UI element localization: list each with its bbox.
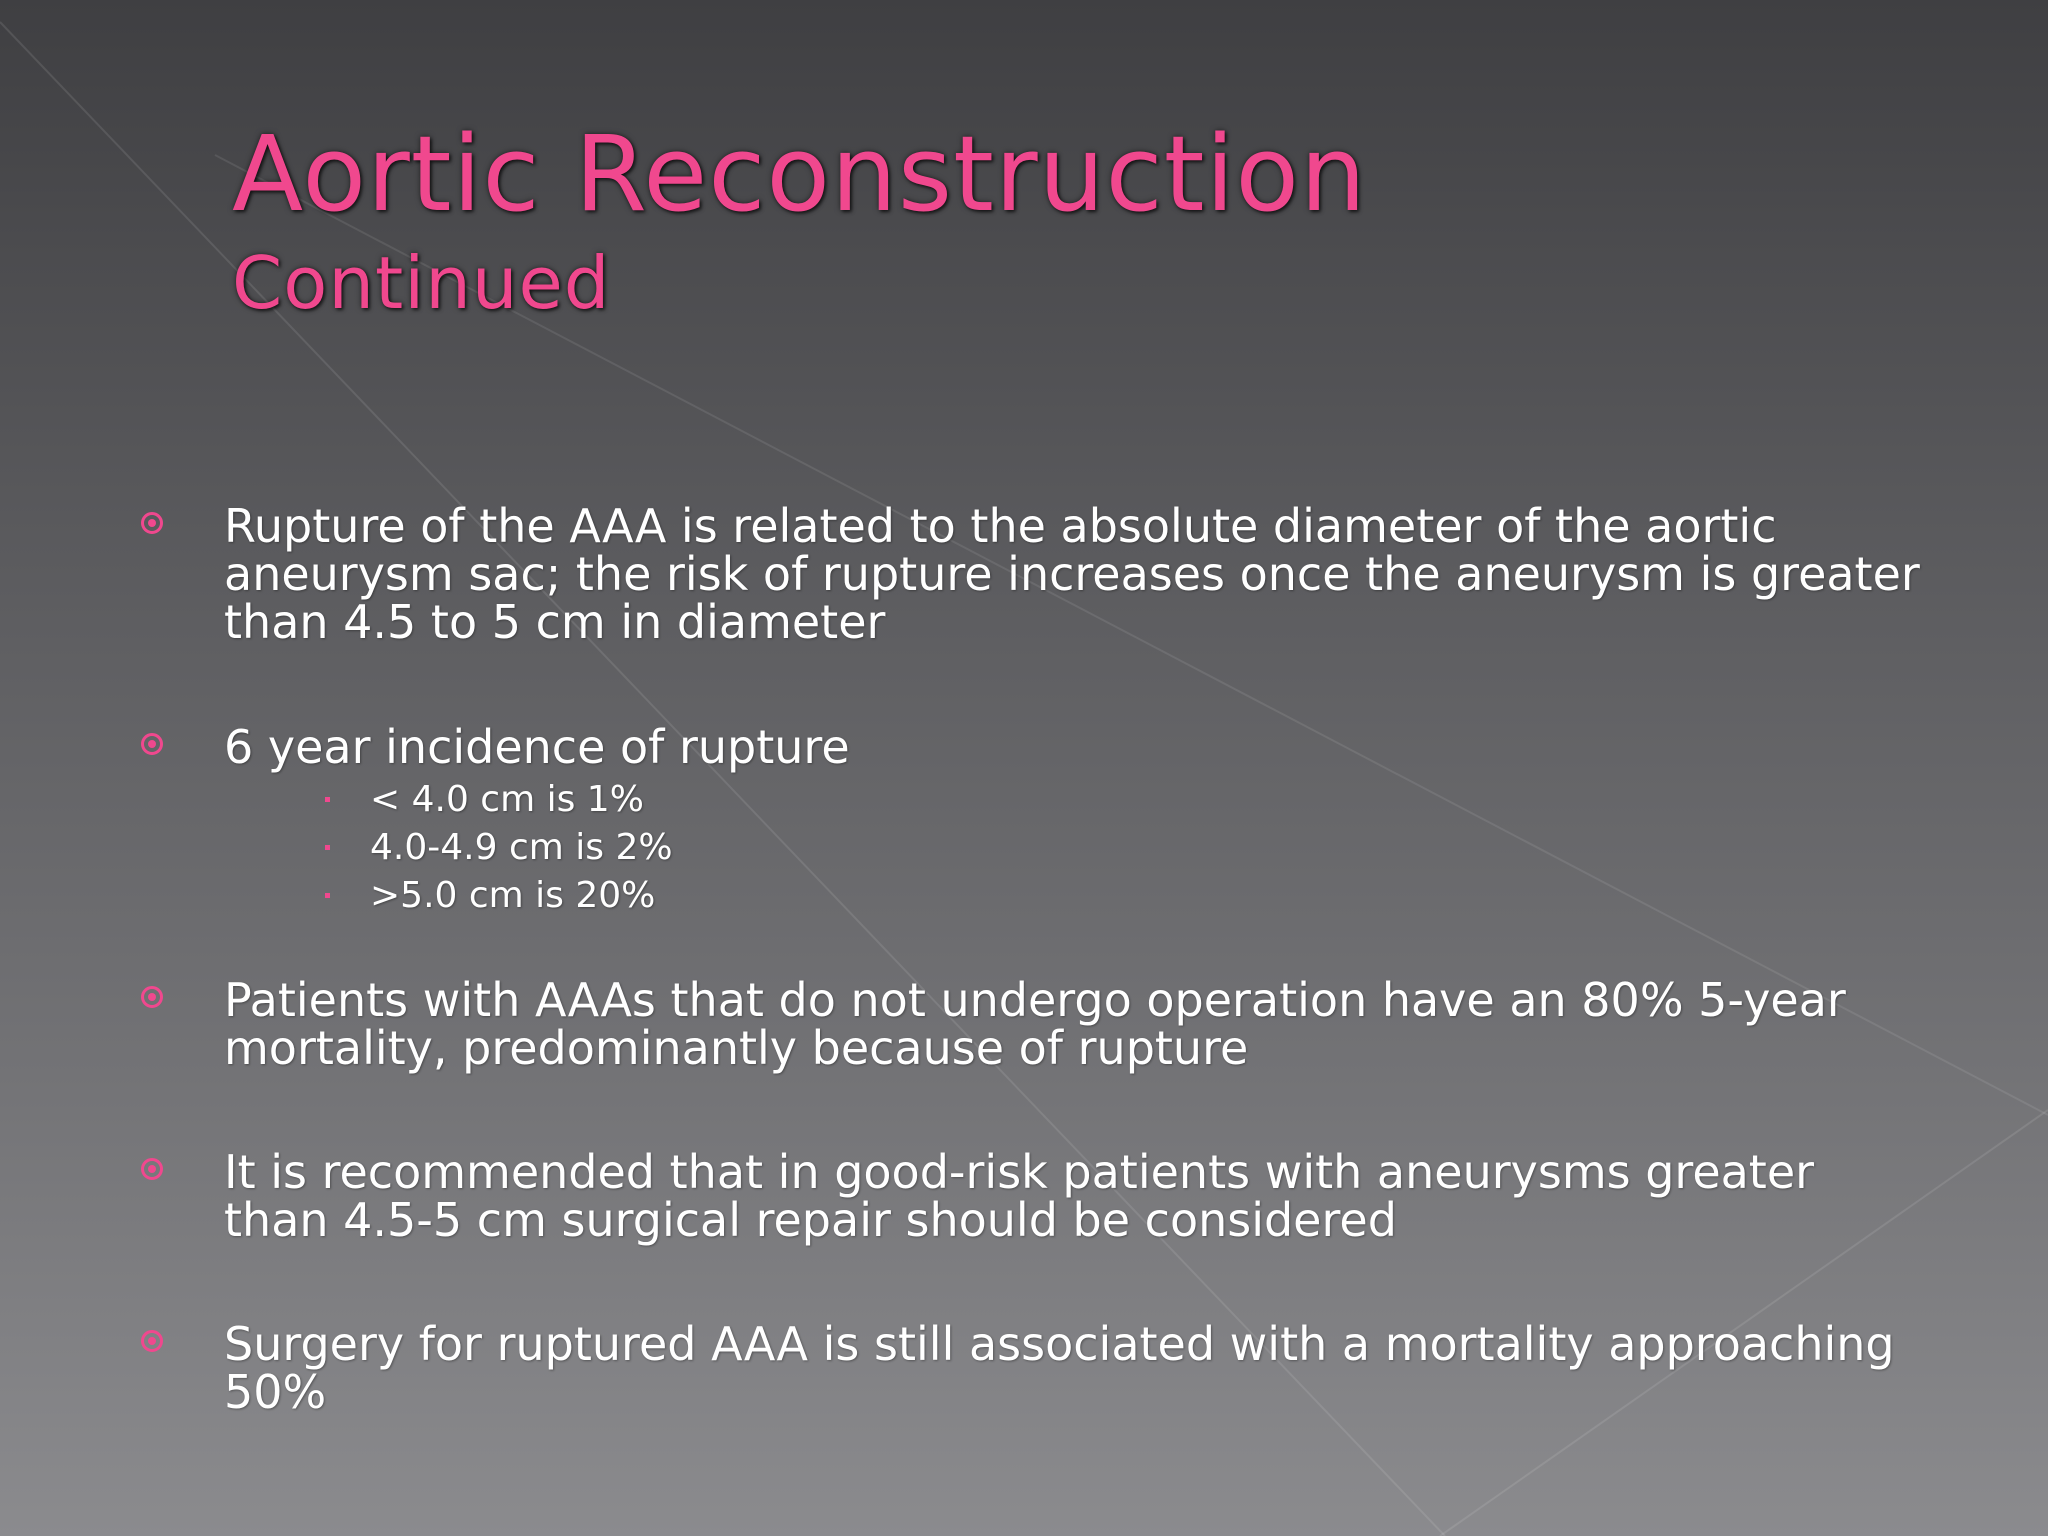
square-bullet-icon (325, 797, 330, 802)
incidence-sub-list (370, 776, 1570, 920)
bullet-circle-icon (141, 733, 163, 755)
bullet-text: Surgery for ruptured AAA is still associated with a mortality approaching 50% (224, 1317, 1895, 1419)
square-bullet-icon (325, 893, 330, 898)
title-block (232, 112, 1932, 328)
bullet-item-rupture-diameter (224, 499, 1924, 649)
sub-item-text: < 4.0 cm is 1% (370, 779, 644, 820)
bullet-item-surgery-mortality (224, 1317, 1924, 1419)
bullet-text: 6 year incidence of rupture (224, 720, 850, 774)
bullet-text: Rupture of the AAA is related to the absolute diameter of the aortic aneurysm sac; the risk of rupture increases once the aneurysm is greater than 4.5 to 5 cm in diameter (224, 499, 1920, 649)
slide-subtitle: Continued (232, 241, 611, 325)
sub-list-item (370, 776, 1570, 824)
bullet-item-recommendation (224, 1145, 1924, 1247)
square-bullet-icon (325, 845, 330, 850)
bullet-circle-icon (141, 986, 163, 1008)
bullet-item-mortality (224, 973, 1924, 1075)
sub-item-text: 4.0-4.9 cm is 2% (370, 827, 673, 868)
sub-list-item (370, 872, 1570, 920)
sub-item-text: >5.0 cm is 20% (370, 875, 656, 916)
bullet-text: Patients with AAAs that do not undergo operation have an 80% 5-year mortality, predominantly because of rupture (224, 973, 1846, 1075)
bullet-circle-icon (141, 512, 163, 534)
bullet-circle-icon (141, 1330, 163, 1352)
bullet-item-incidence (224, 720, 1924, 774)
slide-title: Aortic Reconstruction (232, 113, 1367, 235)
bullet-text: It is recommended that in good-risk patients with aneurysms greater than 4.5-5 cm surgical repair should be considered (224, 1145, 1815, 1247)
bullet-circle-icon (141, 1158, 163, 1180)
sub-list-item (370, 824, 1570, 872)
